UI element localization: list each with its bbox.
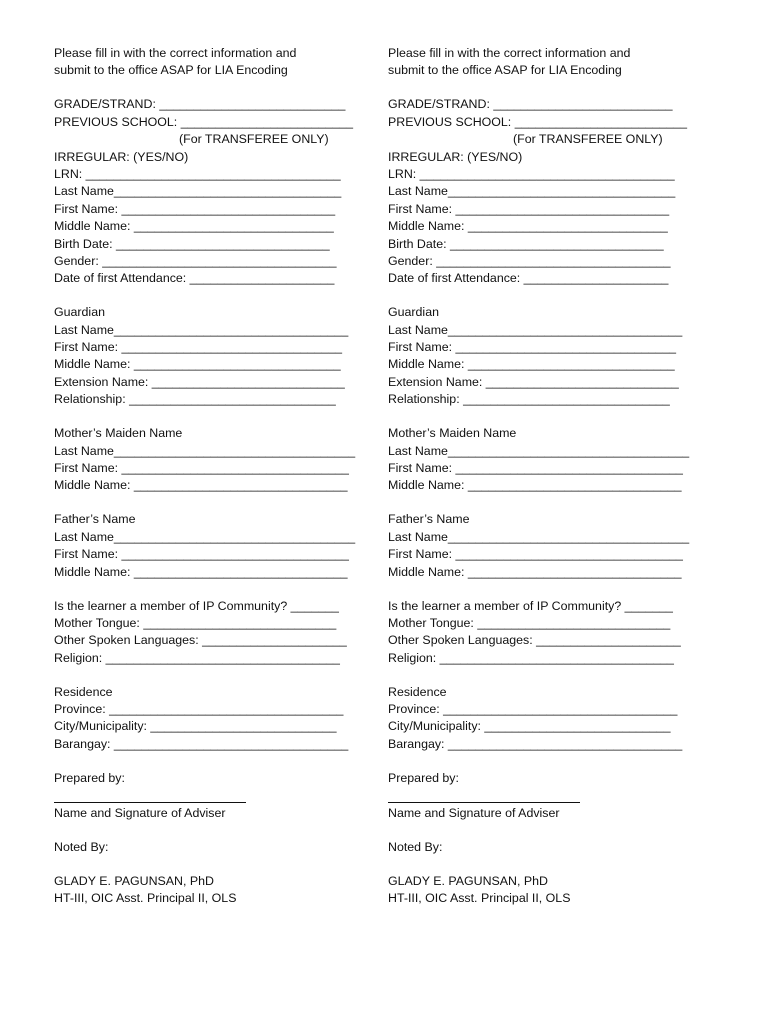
guardian-first-name-field: First Name: ________________________________: [54, 340, 342, 355]
other-languages-field: Other Spoken Languages: _____________________: [54, 633, 347, 648]
instruction-line: Please fill in with the correct information and: [388, 46, 631, 60]
mother-heading: Mother’s Maiden Name: [54, 426, 183, 441]
ip-community-field: Is the learner a member of IP Community? _______: [54, 598, 339, 613]
guardian-extension-name-field: Extension Name: ____________________________: [54, 374, 345, 389]
transferee-note: (For TRANSFEREE ONLY): [179, 132, 329, 147]
student-middle-name-field: Middle Name: _____________________________: [388, 219, 668, 234]
noted-by-label: Noted By:: [388, 839, 443, 854]
guardian-heading: Guardian: [54, 305, 105, 320]
student-first-name-field: First Name: _______________________________: [54, 201, 336, 216]
irregular-field: IRREGULAR: (YES/NO): [388, 149, 523, 164]
grade-strand-field: GRADE/STRAND: ___________________________: [54, 97, 346, 112]
city-field: City/Municipality: ___________________________: [388, 719, 671, 734]
mother-first-name-field: First Name: _________________________________: [388, 460, 683, 475]
irregular-field: IRREGULAR: (YES/NO): [54, 149, 189, 164]
student-last-name-field: Last Name_________________________________: [54, 184, 342, 199]
student-first-name-field: First Name: _______________________________: [388, 201, 670, 216]
other-languages-field: Other Spoken Languages: _____________________: [388, 633, 681, 648]
religion-field: Religion: __________________________________: [54, 650, 340, 665]
residence-heading: Residence: [388, 684, 447, 699]
province-field: Province: __________________________________: [388, 702, 678, 717]
gender-field: Gender: __________________________________: [388, 253, 671, 268]
mother-tongue-field: Mother Tongue: ____________________________: [54, 615, 337, 630]
ip-community-field: Is the learner a member of IP Community? _______: [388, 598, 673, 613]
lrn-field: LRN: _____________________________________: [54, 166, 341, 181]
signatory-title: HT-III, OIC Asst. Principal II, OLS: [54, 890, 237, 905]
guardian-first-name-field: First Name: ________________________________: [388, 340, 676, 355]
prepared-by-label: Prepared by:: [388, 770, 459, 785]
birth-date-field: Birth Date: _______________________________: [54, 236, 330, 251]
prepared-by-label: Prepared by:: [54, 770, 125, 785]
guardian-middle-name-field: Middle Name: ______________________________: [54, 357, 341, 372]
father-middle-name-field: Middle Name: _______________________________: [388, 564, 682, 579]
father-last-name-field: Last Name___________________________________: [54, 529, 356, 544]
guardian-last-name-field: Last Name__________________________________: [54, 322, 349, 337]
father-heading: Father’s Name: [388, 512, 470, 527]
guardian-relationship-field: Relationship: ______________________________: [54, 392, 336, 407]
guardian-relationship-field: Relationship: ______________________________: [388, 392, 670, 407]
father-heading: Father’s Name: [54, 512, 136, 527]
student-middle-name-field: Middle Name: _____________________________: [54, 219, 334, 234]
mother-middle-name-field: Middle Name: _______________________________: [388, 478, 682, 493]
lrn-field: LRN: _____________________________________: [388, 166, 675, 181]
student-last-name-field: Last Name_________________________________: [388, 184, 676, 199]
noted-by-label: Noted By:: [54, 839, 109, 854]
birth-date-field: Birth Date: _______________________________: [388, 236, 664, 251]
date-first-attendance-field: Date of first Attendance: _____________________: [388, 271, 669, 286]
signatory-title: HT-III, OIC Asst. Principal II, OLS: [388, 890, 571, 905]
guardian-last-name-field: Last Name__________________________________: [388, 322, 683, 337]
previous-school-field: PREVIOUS SCHOOL: _________________________: [54, 114, 353, 129]
father-first-name-field: First Name: _________________________________: [54, 547, 349, 562]
city-field: City/Municipality: ___________________________: [54, 719, 337, 734]
instruction-line: Please fill in with the correct information and: [54, 46, 297, 60]
father-last-name-field: Last Name___________________________________: [388, 529, 690, 544]
grade-strand-field: GRADE/STRAND: __________________________: [388, 97, 673, 112]
father-middle-name-field: Middle Name: _______________________________: [54, 564, 348, 579]
mother-heading: Mother’s Maiden Name: [388, 426, 517, 441]
residence-heading: Residence: [54, 684, 113, 699]
instruction-line: submit to the office ASAP for LIA Encoding: [388, 63, 622, 78]
signatory-name: GLADY E. PAGUNSAN, PhD: [388, 873, 548, 888]
mother-middle-name-field: Middle Name: _______________________________: [54, 478, 348, 493]
instruction-line: submit to the office ASAP for LIA Encoding: [54, 63, 288, 78]
guardian-heading: Guardian: [388, 305, 439, 320]
date-first-attendance-field: Date of first Attendance: _____________________: [54, 271, 335, 286]
signatory-name: GLADY E. PAGUNSAN, PhD: [54, 873, 214, 888]
barangay-field: Barangay: __________________________________: [54, 736, 349, 751]
adviser-label: Name and Signature of Adviser: [388, 805, 560, 820]
guardian-extension-name-field: Extension Name: ____________________________: [388, 374, 679, 389]
religion-field: Religion: __________________________________: [388, 650, 674, 665]
guardian-middle-name-field: Middle Name: ______________________________: [388, 357, 675, 372]
barangay-field: Barangay: __________________________________: [388, 736, 683, 751]
mother-last-name-field: Last Name___________________________________: [388, 443, 690, 458]
father-first-name-field: First Name: _________________________________: [388, 547, 683, 562]
signature-line: [388, 787, 718, 804]
signature-line: [54, 787, 384, 804]
adviser-label: Name and Signature of Adviser: [54, 805, 226, 820]
previous-school-field: PREVIOUS SCHOOL: _________________________: [388, 114, 687, 129]
form-left: [54, 45, 384, 907]
province-field: Province: __________________________________: [54, 702, 344, 717]
mother-last-name-field: Last Name___________________________________: [54, 443, 356, 458]
form-right: [388, 45, 718, 907]
mother-tongue-field: Mother Tongue: ____________________________: [388, 615, 671, 630]
gender-field: Gender: __________________________________: [54, 253, 337, 268]
transferee-note: (For TRANSFEREE ONLY): [513, 132, 663, 147]
mother-first-name-field: First Name: _________________________________: [54, 460, 349, 475]
